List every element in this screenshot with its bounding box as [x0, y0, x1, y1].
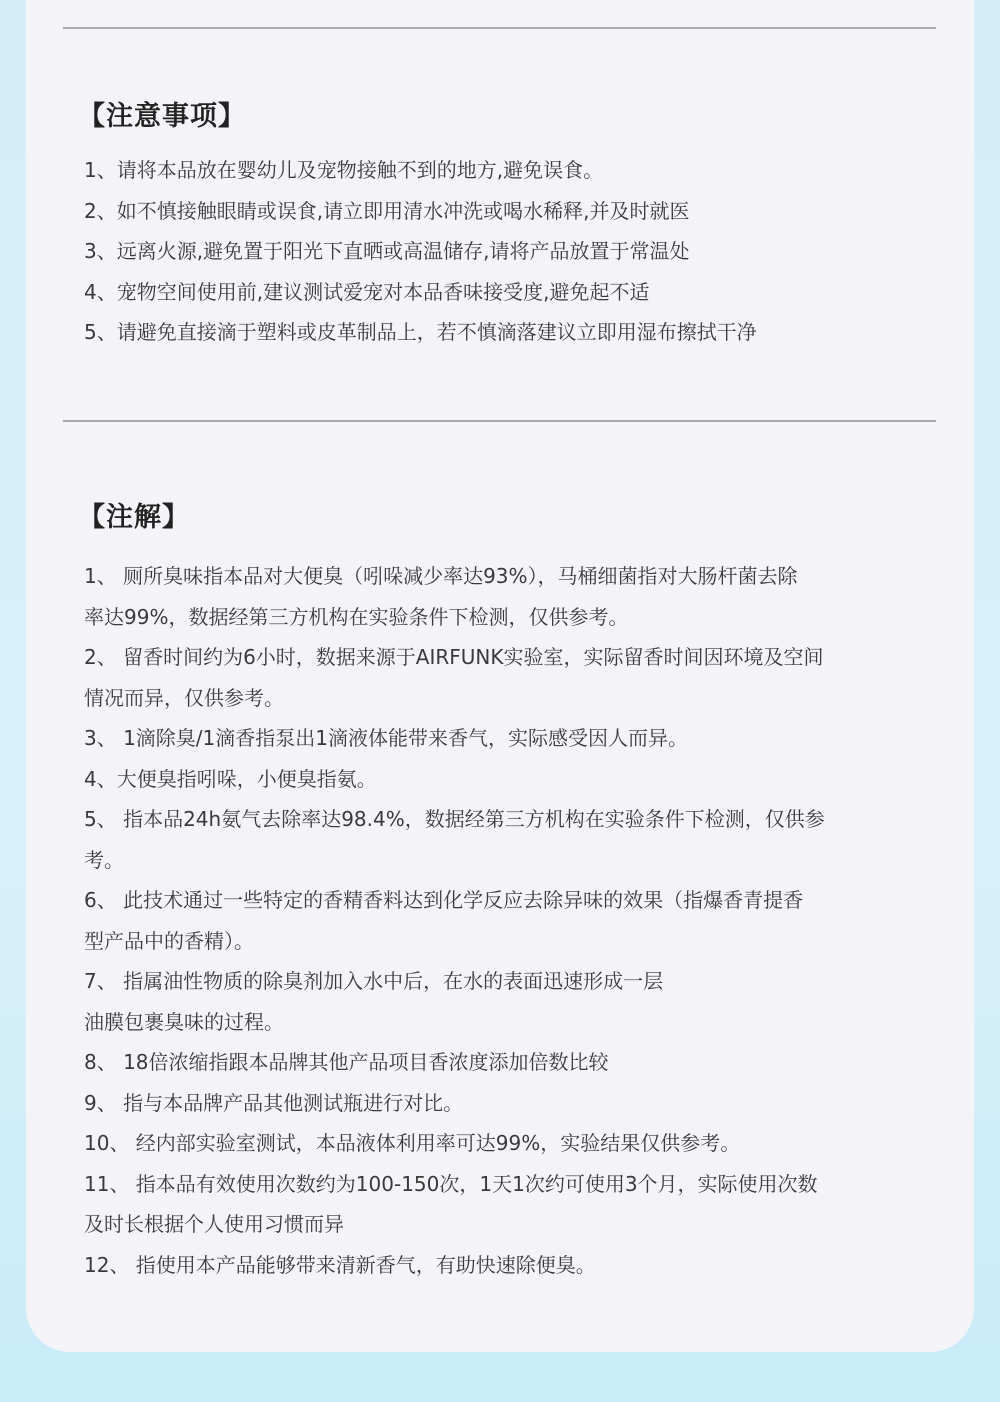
top-divider — [63, 27, 936, 29]
list-item: 5、 指本品24h氨气去除率达98.4%，数据经第三方机构在实验条件下检测，仅供参 考。 — [84, 807, 825, 872]
list-item: 9、 指与本品牌产品其他测试瓶进行对比。 — [84, 1090, 464, 1115]
list-item: 3、远离火源,避免置于阳光下直晒或高温储存,请将产品放置于常温处 — [84, 239, 690, 263]
list-item: 1、 厕所臭味指本品对大便臭（吲哚减少率达93%），马桶细菌指对大肠杆菌去除 率达99%，数据经第三方机构在实验条件下检测，仅供参考。 — [84, 564, 798, 629]
list-item: 8、 18倍浓缩指跟本品牌其他产品项目香浓度添加倍数比较 — [84, 1050, 609, 1074]
list-item: 4、宠物空间使用前,建议测试爱宠对本品香味接受度,避免起不适 — [84, 279, 650, 304]
annotations-heading: 【注解】 — [78, 502, 190, 533]
section-divider — [63, 420, 936, 422]
content-card — [26, 0, 974, 1352]
notes-heading: 【注意事项】 — [78, 101, 246, 132]
list-item: 12、 指使用本产品能够带来清新香气，有助快速除便臭。 — [84, 1252, 596, 1277]
list-item: 1、请将本品放在婴幼儿及宠物接触不到的地方,避免误食。 — [84, 158, 604, 182]
list-item: 2、如不慎接触眼睛或误食,请立即用清水冲洗或喝水稀释,并及时就医 — [84, 198, 690, 223]
list-item: 5、请避免直接滴于塑料或皮革制品上，若不慎滴落建议立即用湿布擦拭干净 — [84, 320, 757, 344]
list-item: 7、 指属油性物质的除臭剂加入水中后，在水的表面迅速形成一层 油膜包裹臭味的过程。 — [84, 969, 664, 1034]
list-item: 10、 经内部实验室测试，本品液体利用率可达99%，实验结果仅供参考。 — [84, 1131, 741, 1155]
list-item: 6、 此技术通过一些特定的香精香料达到化学反应去除异味的效果（指爆香青提香 型产品中的香精）。 — [84, 888, 804, 953]
list-item: 3、 1滴除臭/1滴香指泵出1滴液体能带来香气，实际感受因人而异。 — [84, 726, 688, 750]
list-item: 11、 指本品有效使用次数约为100-150次，1天1次约可使用3个月，实际使用次数 及时长根据个人使用习惯而异 — [84, 1171, 818, 1236]
list-item: 4、大便臭指吲哚，小便臭指氨。 — [84, 766, 377, 791]
annotations-list — [84, 556, 924, 1285]
notes-list — [84, 150, 924, 353]
list-item: 2、 留香时间约为6小时，数据来源于AIRFUNK实验室，实际留香时间因环境及空间 情况而异，仅供参考。 — [84, 645, 824, 710]
